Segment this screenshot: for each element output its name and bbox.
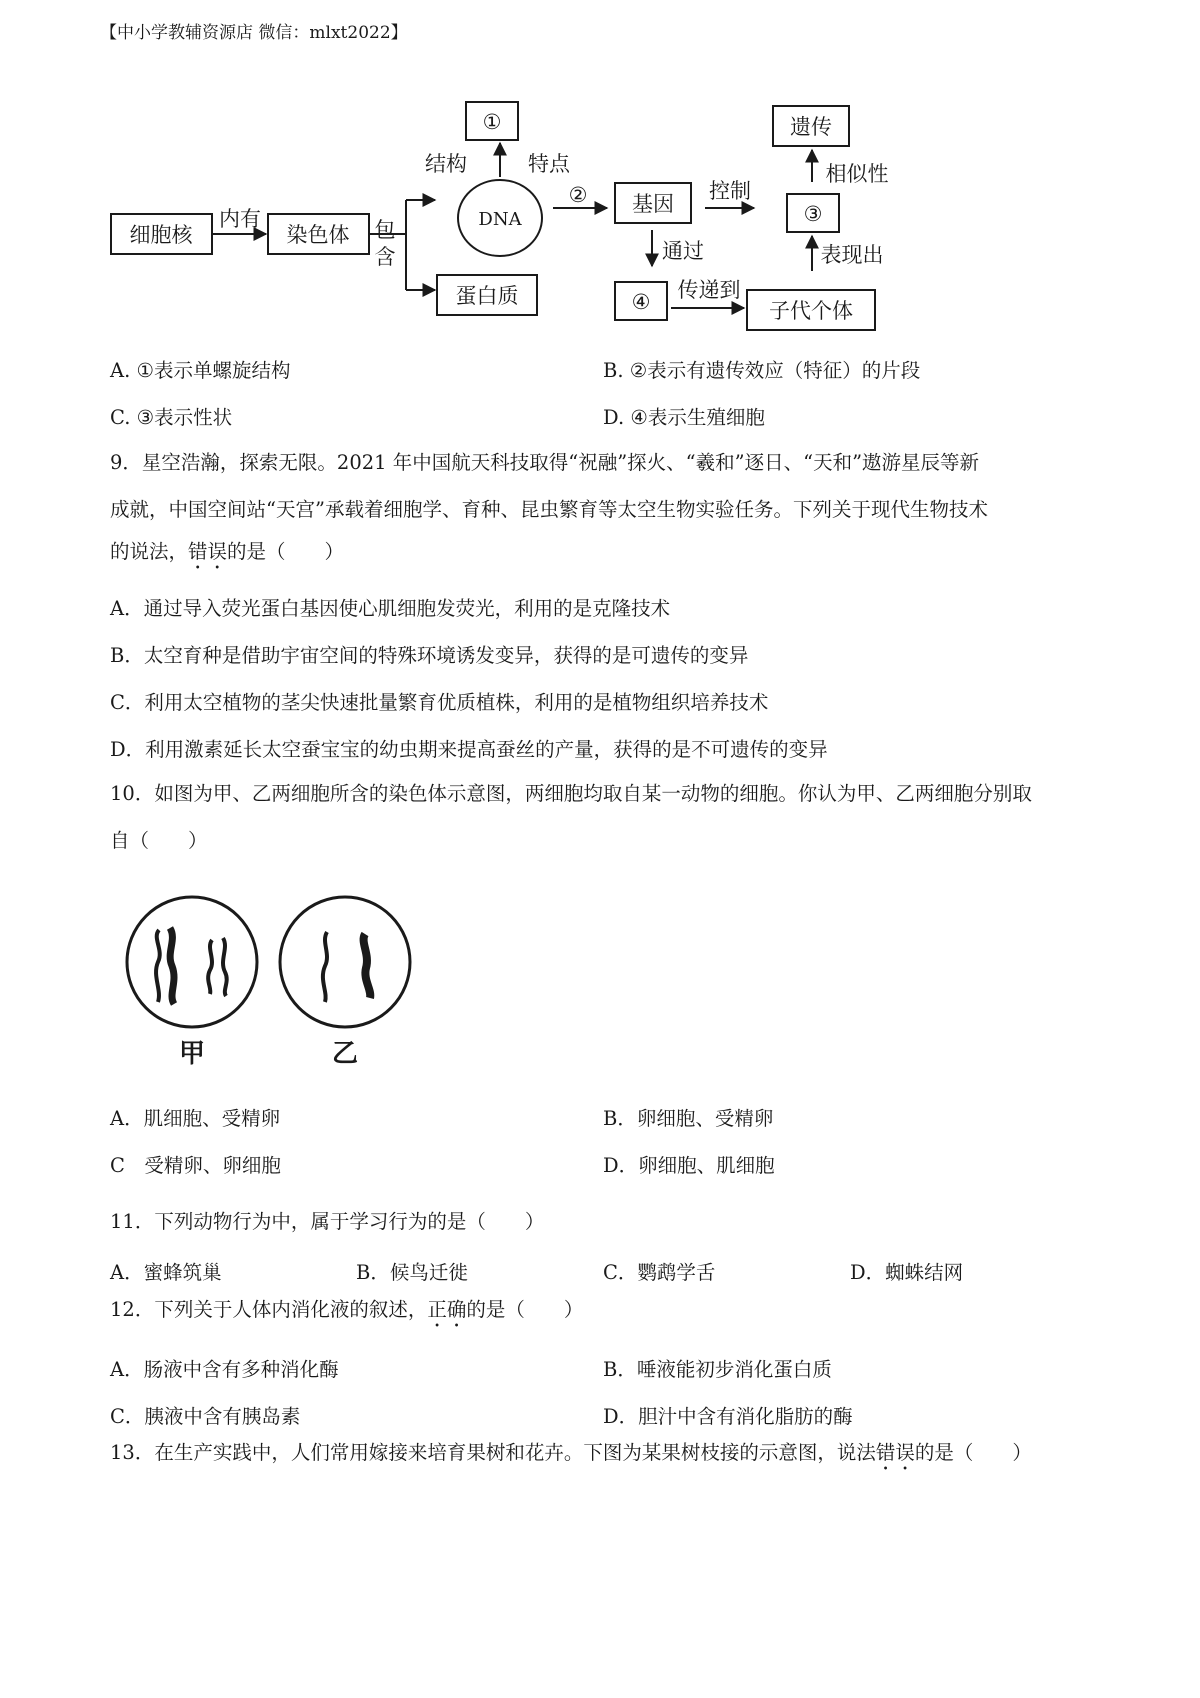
feature-label: 特点 <box>528 152 570 176</box>
label-2: ② <box>568 183 588 207</box>
q8-option-d: D. ④表示生殖细胞 <box>603 406 765 429</box>
box-4-label: ④ <box>631 290 651 314</box>
q8-option-a: A. ①表示单螺旋结构 <box>110 359 291 382</box>
control-label: 控制 <box>709 179 751 203</box>
cell-a-chromosome-1 <box>156 930 160 1002</box>
q10-option-b: B．卵细胞、受精卵 <box>603 1107 774 1130</box>
inside-label: 内有 <box>219 207 261 231</box>
q11-option-d: D．蜘蛛结网 <box>850 1261 964 1284</box>
q9-option-a: A．通过导入荧光蛋白基因使心肌细胞发荧光，利用的是克隆技术 <box>110 597 671 620</box>
q8-option-b: B. ②表示有遗传效应（特征）的片段 <box>603 359 921 382</box>
chromosome-cells-figure <box>0 890 460 1070</box>
cell-a-chromosome-2 <box>170 928 174 1004</box>
q12-stem: 12．下列关于人体内消化液的叙述，正确的是（ ） <box>110 1298 584 1321</box>
passed-to-label: 传递到 <box>677 278 741 302</box>
q10-stem-line2: 自（ ） <box>110 829 208 852</box>
q10-stem-line1: 10．如图为甲、乙两细胞所含的染色体示意图，两细胞均取自某一动物的细胞。你认为甲、乙两细胞分别取 <box>110 782 1032 805</box>
cell-b-chromosome-1 <box>323 932 327 1002</box>
cell-a-chromosome-3 <box>208 940 212 994</box>
cell-a-label: 甲 <box>178 1039 206 1069</box>
q12-option-b: B．唾液能初步消化蛋白质 <box>603 1358 832 1381</box>
q9-stem-line1: 9．星空浩瀚，探索无限。2021 年中国航天科技取得“祝融”探火、“羲和”逐日、“天和”遨游星辰等新 <box>110 451 980 474</box>
express-label: 表现出 <box>820 243 884 267</box>
contains-label-2: 含 <box>374 245 396 269</box>
q9-option-c: C．利用太空植物的茎尖快速批量繁育优质植株，利用的是植物组织培养技术 <box>110 691 769 714</box>
cell-b-circle <box>280 897 410 1027</box>
cell-a-circle <box>127 897 257 1027</box>
nucleus-label: 细胞核 <box>129 223 193 247</box>
cell-a-chromosome-4 <box>223 938 227 996</box>
similarity-label: 相似性 <box>825 162 889 186</box>
q9-emphasis: 错误 <box>188 540 228 563</box>
q13-stem: 13．在生产实践中，人们常用嫁接来培育果树和花卉。下图为某果树枝接的示意图，说法错误的是（ ） <box>110 1441 1032 1464</box>
q11-option-c: C．鹦鹉学舌 <box>603 1261 716 1284</box>
via-label: 通过 <box>662 239 704 263</box>
cell-b-chromosome-2 <box>364 934 371 998</box>
q11-option-a: A．蜜蜂筑巢 <box>110 1261 222 1284</box>
cell-b-label: 乙 <box>331 1039 359 1069</box>
q12-option-d: D．胆汁中含有消化脂肪的酶 <box>603 1405 853 1428</box>
q10-option-d: D．卵细胞、肌细胞 <box>603 1154 775 1177</box>
q9-stem-line3: 的说法，错误的是（ ） <box>110 540 345 563</box>
protein-label: 蛋白质 <box>455 284 519 308</box>
heredity-label: 遗传 <box>790 115 832 139</box>
structure-label: 结构 <box>425 152 467 176</box>
dna-label: DNA <box>478 209 522 230</box>
page-header: 【中小学教辅资源店 微信：mlxt2022】 <box>100 23 408 43</box>
q10-option-c: C 受精卵、卵细胞 <box>110 1154 281 1177</box>
genetics-flowchart <box>0 0 1200 340</box>
q13-emphasis: 错误 <box>875 1441 915 1464</box>
chromosome-label: 染色体 <box>286 223 350 247</box>
q9-stem-line2: 成就，中国空间站“天宫”承载着细胞学、育种、昆虫繁育等太空生物实验任务。下列关于现代生物技术 <box>110 498 988 521</box>
q12-option-c: C．胰液中含有胰岛素 <box>110 1405 301 1428</box>
q9-option-b: B．太空育种是借助宇宙空间的特殊环境诱发变异，获得的是可遗传的变异 <box>110 644 749 667</box>
q12-option-a: A．肠液中含有多种消化酶 <box>110 1358 339 1381</box>
q9-option-d: D．利用激素延长太空蚕宝宝的幼虫期来提高蚕丝的产量，获得的是不可遗传的变异 <box>110 738 828 761</box>
box-3-label: ③ <box>803 202 823 226</box>
contains-label-1: 包 <box>374 218 396 242</box>
q12-emphasis: 正确 <box>427 1298 467 1321</box>
q10-option-a: A．肌细胞、受精卵 <box>110 1107 281 1130</box>
q11-option-b: B．候鸟迁徙 <box>356 1261 468 1284</box>
offspring-label: 子代个体 <box>769 299 853 323</box>
box-1-label: ① <box>482 110 502 134</box>
q8-option-c: C. ③表示性状 <box>110 406 233 429</box>
gene-label: 基因 <box>632 192 674 216</box>
q11-stem: 11．下列动物行为中，属于学习行为的是（ ） <box>110 1210 545 1233</box>
